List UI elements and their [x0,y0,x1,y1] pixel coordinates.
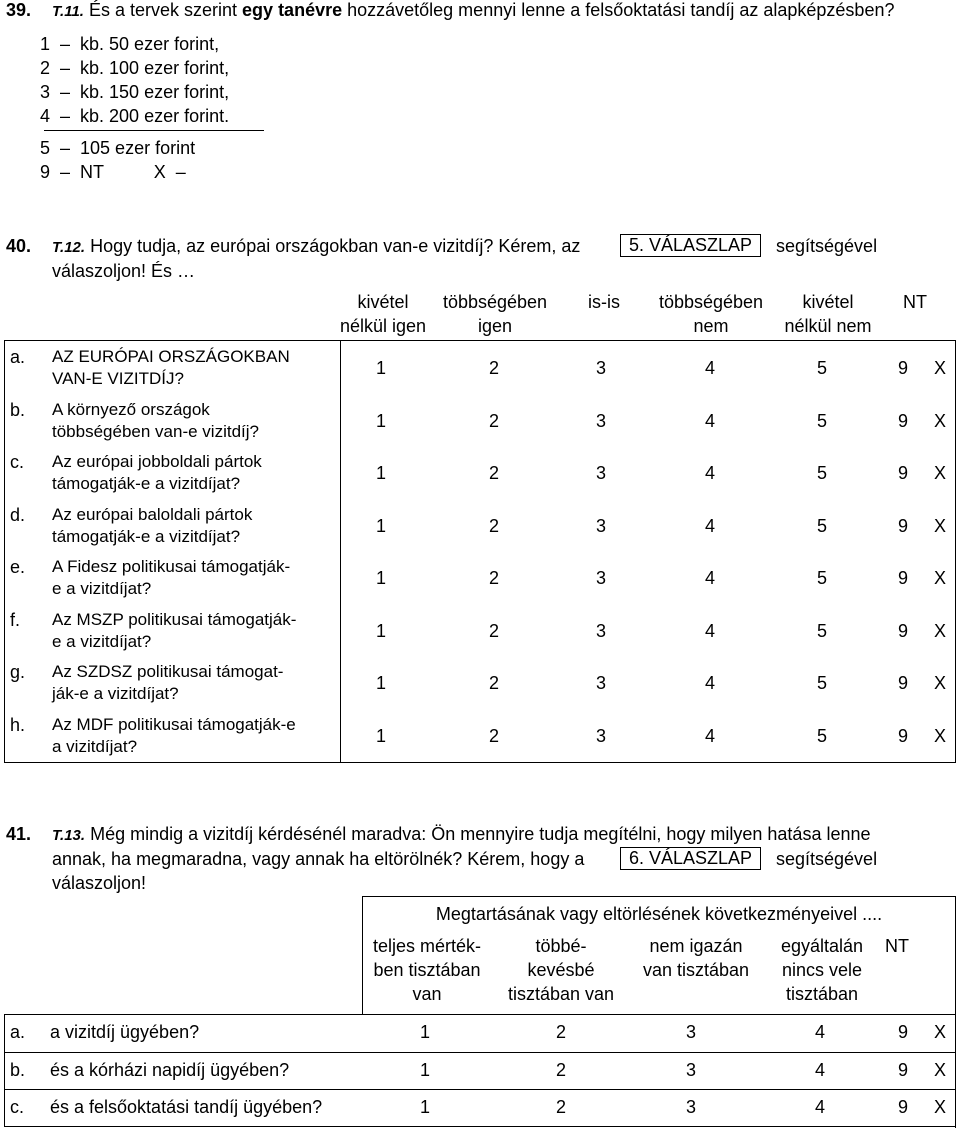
q40-answer-code: X [933,358,946,378]
q41-row-label: és a kórházi napidíj ügyében? [50,1059,290,1080]
q40-answer-code: 5 [816,568,827,588]
q40-answer-code: 5 [816,515,827,536]
q40-answer-code: 9 [897,358,908,378]
q40-row-label-line2: e a vizitdíjat? [52,579,152,598]
q40-answer-code: 9 [897,515,908,536]
q41-answer-code: 3 [685,1059,696,1080]
q41-table-top-border [362,896,956,897]
q41-column-header-line3: van [412,984,442,1004]
q40-answer-code: 2 [488,515,499,536]
q39-option: 5 – 105 ezer forint [40,138,196,158]
q40-answer-code: 2 [488,620,499,641]
q40-answer-code: 1 [375,725,386,746]
q41-answer-code: 1 [419,1097,430,1117]
q41-column-header-line1: többé- [535,936,587,956]
q41-answer-code: 2 [555,1097,566,1117]
q40-answer-code: X [933,620,946,641]
q40-answer-code: 5 [816,463,827,483]
q40-answer-code: 4 [704,358,715,378]
q41-row-divider-3 [4,1089,956,1090]
q39-text-pre: És a tervek szerint [88,0,243,20]
q39-option: 3 – kb. 150 ezer forint, [40,82,230,102]
q40-row-label-line1: Az európai baloldali pártok [52,504,253,524]
q40-row-label-line2: többségében van-e vizitdíj? [52,421,259,441]
q41-answer-code: X [933,1097,946,1117]
q40-row-label-line1: AZ EURÓPAI ORSZÁGOKBAN [52,347,290,366]
q41-row-divider-1 [4,1014,956,1015]
q41-column-header-line1: NT [885,936,909,956]
q41-text3: segítségével [776,849,878,869]
q40-answer-code: X [933,463,946,483]
q40-answer-code: 3 [595,410,606,431]
q40-row-letter: a. [10,347,26,367]
q40-column-header-line1: is-is [588,292,620,312]
q40-answer-code: 3 [595,515,606,536]
q40-answer-code: 2 [488,568,499,588]
q41-row-letter: c. [10,1097,25,1117]
q40-row-label-line2: támogatják-e a vizitdíjat? [52,474,241,493]
q40-table-bottom-border [4,762,956,763]
q41-text4: válaszoljon! [52,873,147,893]
q39-option: 2 – kb. 100 ezer forint, [40,58,230,78]
q40-answer-code: 2 [488,725,499,746]
q40-answer-code: 2 [488,463,499,483]
q39-text-bold: egy tanévre [242,0,343,20]
q41-column-header-line1: egyáltalán [780,936,864,956]
q41-answer-code: 4 [814,1097,825,1117]
q39-option: 4 – kb. 200 ezer forint. [40,106,230,126]
q41-group-header: Megtartásának vagy eltörlésének következményeivel .... [435,904,883,924]
q41-row-divider-2 [4,1052,956,1053]
q41-column-header-line2: nincs vele [781,960,863,980]
q40-answer-code: 9 [897,620,908,641]
q41-table-bottom-border [4,1126,956,1127]
q40-text-line1 [52,236,580,257]
q40-answer-code: 9 [897,725,908,746]
q41-column-header-line1: teljes mérték- [372,936,482,956]
q40-answer-code: 3 [595,673,606,693]
q40-text3: válaszoljon! És … [52,261,196,281]
q40-answer-code: 4 [704,463,715,483]
q40-answer-code: 4 [704,673,715,693]
q40-column-header-line2: igen [477,316,513,336]
q41-answer-code: 1 [419,1059,430,1080]
q41-text2: annak, ha megmaradna, vagy annak ha eltörölnék? Kérem, hogy a [52,849,585,869]
q40-answer-code: 3 [595,620,606,641]
q41-row-letter: a. [10,1022,26,1042]
q41-row-letter: b. [10,1059,26,1080]
q40-answer-code: 1 [375,515,386,536]
q40-valaszlap-box: 5. VÁLASZLAP [620,234,761,257]
q40-row-letter: e. [10,557,26,577]
q40-answer-code: 5 [816,620,827,641]
q41-answer-code: X [933,1022,946,1042]
q40-row-label-line1: Az SZDSZ politikusai támogat- [52,662,284,681]
q41-answer-code: 3 [685,1022,696,1042]
q41-answer-code: X [933,1059,946,1080]
q39-number: 39. [6,0,32,20]
q40-answer-code: 1 [375,358,386,378]
q39-option: 1 – kb. 50 ezer forint, [40,34,220,54]
q41-table-left-border [4,1014,5,1127]
q41-text-line1 [52,824,871,845]
q40-row-letter: b. [10,399,26,420]
q41-answer-code: 4 [814,1059,825,1080]
q40-answer-code: 3 [595,463,606,483]
q40-text2: segítségével [776,236,878,256]
q40-row-label-line2: ják-e a vizitdíjat? [52,684,179,703]
q40-answer-code: 5 [816,358,827,378]
q40-answer-code: 4 [704,568,715,588]
q41-number: 41. [6,824,32,844]
q40-row-label-line1: Az MDF politikusai támogatják-e [52,714,296,734]
q40-answer-code: 1 [375,673,386,693]
q41-answer-code: 3 [685,1097,696,1117]
q41-answer-code: 9 [897,1097,908,1117]
q40-answer-code: X [933,725,946,746]
q39-text-post: hozzávetőleg mennyi lenne a felsőoktatási tandíj az alapképzésben? [342,0,895,20]
q40-table-right-border [955,340,956,763]
q40-text1: Hogy tudja, az európai országokban van-e vizitdíj? Kérem, az [90,236,581,256]
q40-row-label-line2: VAN-E VIZITDÍJ? [52,369,184,388]
q40-answer-code: X [933,673,946,693]
q40-answer-code: X [933,515,946,536]
q40-row-letter: g. [10,662,26,682]
q41-row-label: a vizitdíj ügyében? [50,1022,200,1042]
q41-text1: Még mindig a vizitdíj kérdésénél maradva: Ön mennyire tudja megítélni, hogy milyen hatása lenne [90,824,871,844]
q40-row-letter: c. [10,452,25,472]
q40-row-letter: d. [10,504,26,525]
q40-answer-code: 5 [816,725,827,746]
q40-column-header-line2: nélkül nem [784,316,872,336]
q40-answer-code: 9 [897,568,908,588]
q40-row-label-line2: e a vizitdíjat? [52,631,152,651]
q41-column-header-line3: tisztában van [507,984,615,1004]
q40-table-top-border [4,340,956,341]
q40-row-label-line1: A környező országok [52,399,210,419]
q40-answer-code: 3 [595,568,606,588]
q40-answer-code: 5 [816,410,827,431]
q40-column-header-line1: kivétel [802,292,854,312]
q41-code: T.13. [52,827,86,844]
q41-answer-code: 9 [897,1059,908,1080]
q40-answer-code: 4 [704,620,715,641]
q40-answer-code: 4 [704,515,715,536]
q40-answer-code: 1 [375,410,386,431]
q39-divider [44,130,264,131]
q40-answer-code: X [933,410,946,431]
q40-answer-code: 1 [375,463,386,483]
q41-table-right-border [955,896,956,1128]
q40-answer-code: 1 [375,620,386,641]
q40-table-column-divider [340,340,341,763]
q40-row-label-line1: A Fidesz politikusai támogatják- [52,557,291,576]
q40-answer-code: 9 [897,410,908,431]
q39-text [52,0,894,21]
q41-column-header-line2: ben tisztában [373,960,481,980]
q39-option: 9 – NT X – [40,162,186,182]
q41-column-header-line3: tisztában [785,984,859,1004]
q40-answer-code: 5 [816,673,827,693]
q40-code: T.12. [52,239,86,256]
q40-column-header-line1: kivétel [357,292,409,312]
q40-row-label-line2: a vizitdíjat? [52,736,138,756]
q41-valaszlap-box: 6. VÁLASZLAP [620,847,761,870]
q41-column-header-line1: nem igazán [649,936,743,956]
q40-answer-code: 4 [704,725,715,746]
q41-row-label: és a felsőoktatási tandíj ügyében? [50,1097,323,1117]
q39-code: T.11. [52,3,84,20]
q40-answer-code: X [933,568,946,588]
q40-row-label-line2: támogatják-e a vizitdíjat? [52,526,241,546]
q40-column-header-line1: többségében [658,292,764,312]
q40-answer-code: 9 [897,673,908,693]
q41-column-header-line2: kevésbé [527,960,595,980]
q40-answer-code: 2 [488,410,499,431]
q41-answer-code: 2 [555,1059,566,1080]
q40-row-letter: f. [10,609,21,630]
q40-column-header-line1: NT [903,292,927,312]
q40-column-header-line2: nem [693,316,729,336]
q40-column-header-line2: nélkül igen [339,316,427,336]
q40-column-header-line1: többségében [442,292,548,312]
q40-answer-code: 1 [375,568,386,588]
q41-answer-code: 1 [419,1022,430,1042]
q41-answer-code: 9 [897,1022,908,1042]
q40-answer-code: 9 [897,463,908,483]
q40-answer-code: 3 [595,725,606,746]
q40-number: 40. [6,236,32,256]
q41-column-header-line2: van tisztában [642,960,750,980]
q40-row-label-line1: Az MSZP politikusai támogatják- [52,609,297,629]
q40-answer-code: 4 [704,410,715,431]
q40-row-letter: h. [10,714,26,735]
q41-answer-code: 4 [814,1022,825,1042]
q41-answer-code: 2 [555,1022,566,1042]
q40-row-label-line1: Az európai jobboldali pártok [52,452,262,471]
q40-table-left-border [4,340,5,763]
q40-answer-code: 3 [595,358,606,378]
q40-answer-code: 2 [488,673,499,693]
q40-answer-code: 2 [488,358,499,378]
